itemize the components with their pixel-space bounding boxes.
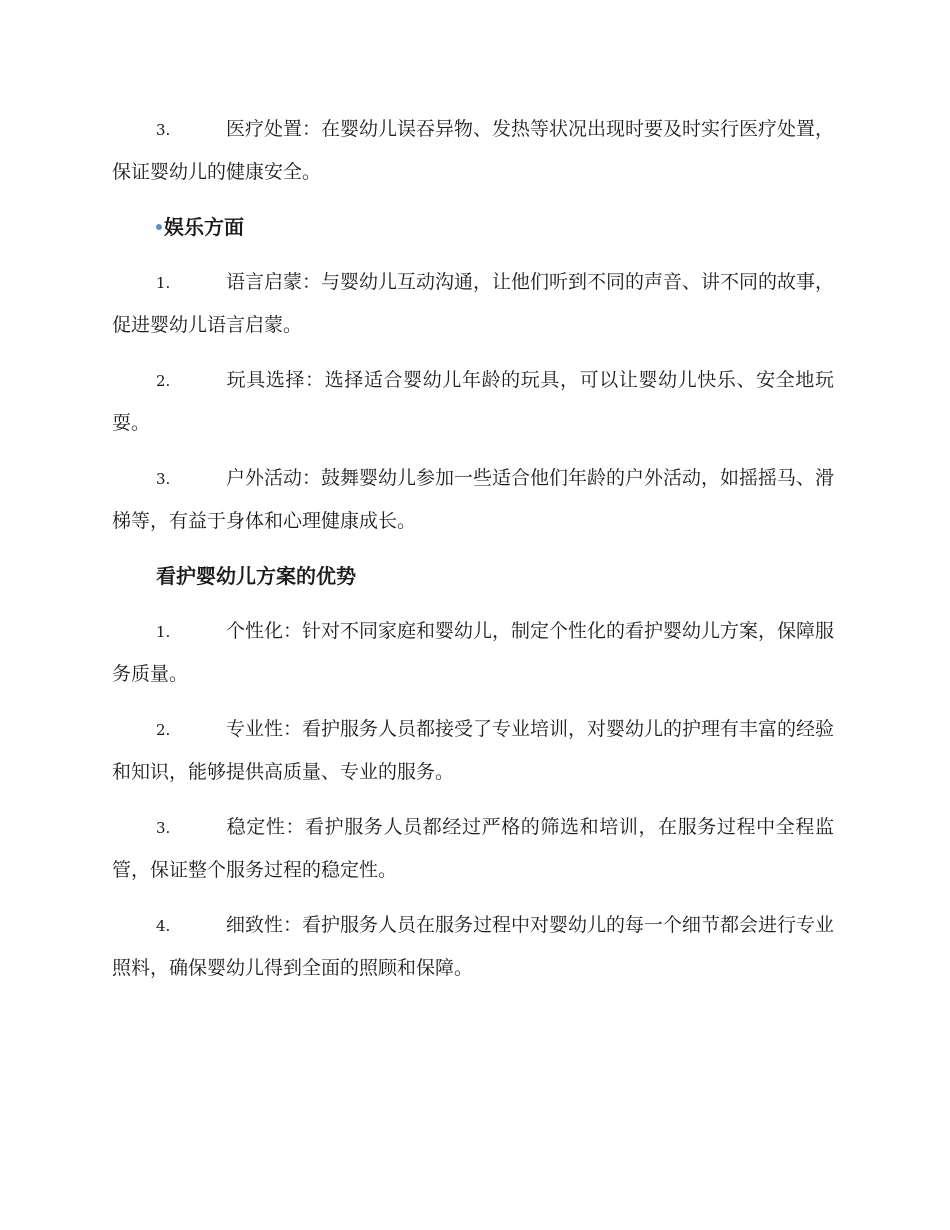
list-number: 1. <box>156 623 171 641</box>
list-number: 2. <box>156 721 171 739</box>
section-heading <box>112 206 834 248</box>
list-item-text: 个性化：针对不同家庭和婴幼儿，制定个性化的看护婴幼儿方案，保障服务质量。 <box>112 620 835 685</box>
list-item <box>112 610 834 695</box>
list-number: 3. <box>156 121 171 139</box>
list-item <box>112 708 834 793</box>
list-number: 1. <box>156 274 171 292</box>
list-item <box>112 904 834 989</box>
bullet-icon <box>156 224 162 230</box>
list-number: 3. <box>156 470 171 488</box>
list-item <box>112 457 834 542</box>
list-number: 3. <box>156 819 171 837</box>
document-body <box>112 108 834 1002</box>
list-item-text: 专业性：看护服务人员都接受了专业培训，对婴幼儿的护理有丰富的经验和知识，能够提供高质量、专业的服务。 <box>112 718 835 783</box>
section-heading-text: 看护婴幼儿方案的优势 <box>156 564 356 588</box>
list-item-text: 医疗处置：在婴幼儿误吞异物、发热等状况出现时要及时实行医疗处置，保证婴幼儿的健康安全。 <box>112 118 835 183</box>
list-item-text: 玩具选择：选择适合婴幼儿年龄的玩具，可以让婴幼儿快乐、安全地玩耍。 <box>112 369 834 434</box>
list-item <box>112 108 834 193</box>
list-item-text: 细致性：看护服务人员在服务过程中对婴幼儿的每一个细节都会进行专业照料，确保婴幼儿得到全面的照顾和保障。 <box>112 914 835 979</box>
list-item <box>112 806 834 891</box>
section-heading <box>112 555 834 597</box>
list-item <box>112 359 834 444</box>
list-item-text: 稳定性：看护服务人员都经过严格的筛选和培训，在服务过程中全程监管，保证整个服务过程的稳定性。 <box>112 816 834 881</box>
list-item-text: 户外活动：鼓舞婴幼儿参加一些适合他们年龄的户外活动，如摇摇马、滑梯等，有益于身体和心理健康成长。 <box>112 467 835 532</box>
list-item-text: 语言启蒙：与婴幼儿互动沟通，让他们听到不同的声音、讲不同的故事，促进婴幼儿语言启蒙。 <box>112 271 835 336</box>
list-number: 2. <box>156 372 171 390</box>
list-item <box>112 261 834 346</box>
section-heading-text: 娱乐方面 <box>164 215 244 239</box>
list-number: 4. <box>156 917 171 935</box>
